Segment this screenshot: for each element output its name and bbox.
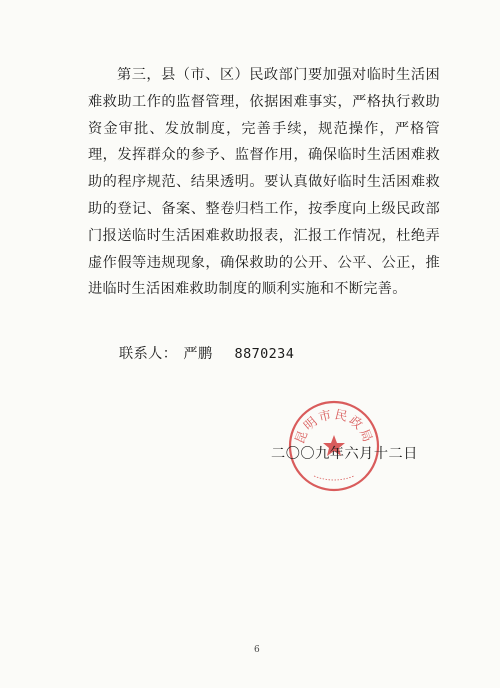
document-date: 二〇〇九年六月十二日 <box>271 446 418 462</box>
contact-label: 联系人： <box>119 346 178 362</box>
contact-name: 严鹏 <box>183 346 213 362</box>
body-paragraph: 第三，县（市、区）民政部门要加强对临时生活困难救助工作的监督管理，依据困难事实，严格执行救助资金审批、发放制度，完善手续，规范操作，严格管理，发挥群众的参予、监督作用，确保临时生活困难救助的程序规范、结果透明。要认真做好临时生活困难救助的登记、备案、整卷归档工作，按季度向上级民政部门报送临时生活困难救助报表，汇报工作情况，杜绝弄虚作假等违规现象，确保救助的公开、公平、公正，推进临时生活困难救助制度的顺利实施和不断完善。 <box>88 67 440 298</box>
contact-phone: 8870234 <box>234 346 295 362</box>
contact-line <box>119 343 294 363</box>
seal-text: 昆明市民政局 <box>291 406 377 446</box>
page-number: 6 <box>254 645 260 655</box>
body-text-block <box>88 62 440 303</box>
